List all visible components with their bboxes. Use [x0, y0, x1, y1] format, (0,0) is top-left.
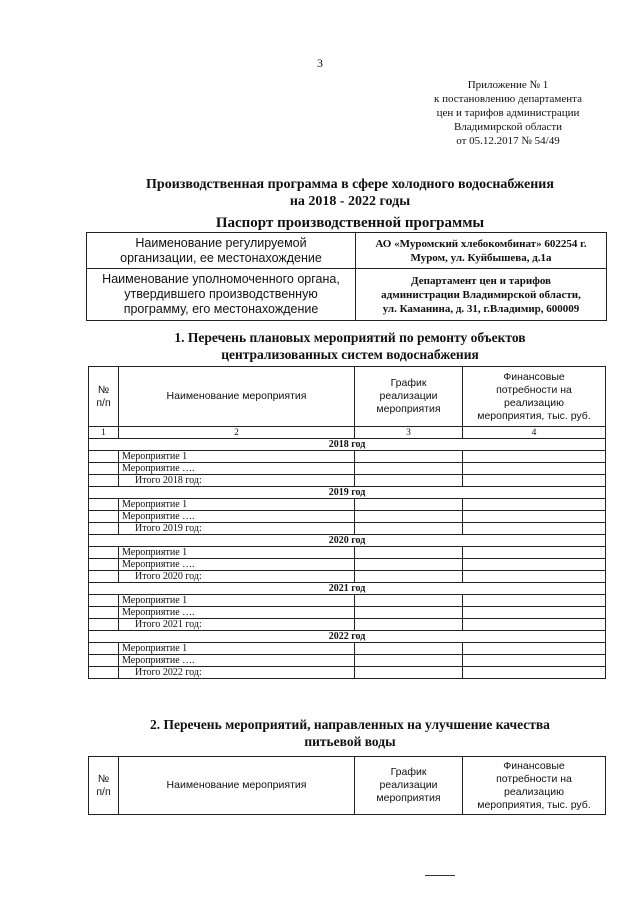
header-number [89, 367, 119, 427]
header-text: п/п [96, 785, 111, 798]
header-activity-name: Наименование мероприятия [119, 367, 355, 427]
activity-cell: Мероприятие …. [119, 607, 355, 619]
signature-mark [425, 875, 455, 876]
year-row: 2018 год [89, 439, 606, 451]
header-text: реализацию [504, 785, 564, 798]
column-number: 4 [463, 427, 606, 439]
passport-label-line: организации, ее местонахождение [120, 250, 322, 265]
passport-label [87, 269, 356, 321]
passport-label-line: утвердившего производственную [124, 287, 318, 301]
total-cell: Итого 2021 год: [119, 619, 355, 631]
passport-value [356, 233, 607, 269]
header-text: реализации [379, 390, 438, 402]
header-text: мероприятия [376, 403, 441, 415]
section1-title-line: централизованных систем водоснабжения [221, 347, 479, 362]
header-text: Финансовые [503, 759, 565, 772]
year-row: 2021 год [89, 583, 606, 595]
column-number: 3 [355, 427, 463, 439]
column-number: 1 [89, 427, 119, 439]
appendix-line: Приложение № 1 [467, 79, 549, 91]
header-schedule [355, 757, 463, 815]
appendix-line: к постановлению департамента [434, 93, 582, 105]
header-text: мероприятия, тыс. руб. [477, 409, 591, 422]
activity-cell: Мероприятие 1 [119, 643, 355, 655]
appendix-block [408, 78, 608, 148]
header-text: № [97, 772, 110, 785]
passport-label-line: Наименование регулируемой [135, 235, 307, 250]
passport-value-line: Муром, ул. Куйбышева, д.1а [410, 251, 552, 264]
repair-activities-table [88, 366, 606, 679]
header-text: Финансовые [503, 370, 565, 383]
activity-cell: Мероприятие …. [119, 559, 355, 571]
passport-value [356, 269, 607, 321]
year-row: 2020 год [89, 535, 606, 547]
activity-cell: Мероприятие 1 [119, 451, 355, 463]
header-text: потребности на [496, 772, 572, 785]
header-text: п/п [96, 396, 111, 409]
header-activity-name: Наименование мероприятия [119, 757, 355, 815]
activity-cell: Мероприятие 1 [119, 595, 355, 607]
section1-title [60, 329, 640, 363]
section1-title-line: 1. Перечень плановых мероприятий по ремонту объектов [174, 330, 526, 345]
header-schedule [355, 367, 463, 427]
passport-value-line: АО «Муромский хлебокомбинат» 602254 г. [375, 237, 587, 250]
header-text: График [390, 377, 427, 389]
header-text: реализацию [504, 396, 564, 409]
total-cell: Итого 2018 год: [119, 475, 355, 487]
activity-cell: Мероприятие 1 [119, 547, 355, 559]
activity-cell: Мероприятие …. [119, 463, 355, 475]
activity-cell: Мероприятие 1 [119, 499, 355, 511]
appendix-line: цен и тарифов администрации [436, 107, 580, 119]
section2-title-line: питьевой воды [304, 734, 396, 749]
total-cell: Итого 2020 год: [119, 571, 355, 583]
section2-title-line: 2. Перечень мероприятий, направленных на улучшение качества [150, 717, 550, 732]
passport-label [87, 233, 356, 269]
header-text: реализации [379, 779, 438, 791]
year-row: 2019 год [89, 487, 606, 499]
header-text: мероприятия [376, 792, 441, 804]
activity-cell: Мероприятие …. [119, 655, 355, 667]
header-text: потребности на [496, 383, 572, 396]
passport-table [86, 232, 607, 321]
page-number: 3 [317, 56, 323, 70]
passport-value-line: администрации Владимирской области, [381, 288, 581, 301]
passport-label-line: Наименование уполномоченного органа, [102, 272, 340, 286]
total-cell: Итого 2019 год: [119, 523, 355, 535]
passport-value-line: ул. Каманина, д. 31, г.Владимир, 600009 [382, 302, 580, 315]
passport-title: Паспорт производственной программы [215, 215, 485, 231]
year-row: 2022 год [89, 631, 606, 643]
document-title [60, 176, 640, 210]
header-text: График [390, 766, 427, 778]
document-title-line: на 2018 - 2022 годы [289, 194, 411, 209]
passport-label-line: программу, его местонахождение [123, 302, 319, 316]
total-cell: Итого 2022 год: [119, 667, 355, 679]
section2-title [60, 716, 640, 750]
header-text: мероприятия, тыс. руб. [477, 798, 591, 811]
header-text: № [97, 383, 110, 396]
document-title-line: Производственная программа в сфере холодного водоснабжения [146, 177, 554, 192]
activity-cell: Мероприятие …. [119, 511, 355, 523]
header-financing [463, 367, 606, 427]
water-quality-table [88, 756, 606, 815]
header-financing [463, 757, 606, 815]
passport-value-line: Департамент цен и тарифов [411, 274, 551, 287]
appendix-line: Владимирской области [453, 121, 563, 133]
header-number [89, 757, 119, 815]
appendix-line: от 05.12.2017 № 54/49 [456, 135, 560, 147]
column-number: 2 [119, 427, 355, 439]
